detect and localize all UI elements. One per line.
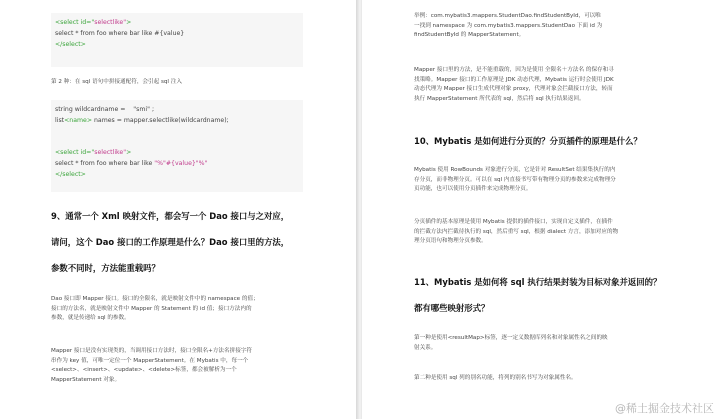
code-line: list	[55, 116, 65, 124]
code-tag: <select id="	[55, 19, 95, 26]
q9-heading-line1: 9、通常一个 Xml 映射文件，都会写一个 Dao 接口与之对应，	[51, 211, 290, 221]
code-line: select * from foo where bar like #{value}	[55, 29, 185, 37]
code-line: ;	[151, 106, 155, 113]
paragraph	[51, 295, 259, 324]
paragraph-line: 第二种是使用 sql 列的别名功能，将列的别名书写为对象属性名。	[414, 375, 577, 381]
paragraph	[414, 166, 616, 195]
watermark: @稀土掘金技术社区	[615, 402, 714, 415]
paragraph-line: 分页插件的基本原理是使用 Mybatis 提供的插件接口，实现自定义插件，在插件	[414, 219, 613, 225]
q11-heading-line2: 都有哪些映射形式？	[414, 303, 490, 313]
q11-heading-line1: 11、Mybatis 是如何将 sql 执行结果封装为目标对象并返回的？	[414, 277, 662, 287]
paragraph-line: 串作为 key 值，可唯一定位一个 MapperStatement。在 Mybatis 中，每一个	[51, 357, 249, 364]
code-tag: </select>	[55, 170, 86, 178]
code-block-1	[51, 13, 303, 67]
paragraph-line: Mapper 接口里的方法，是不能重载的，因为是使用 全限名＋方法名 的保存和寻	[414, 67, 614, 73]
paragraph-line: 动态代理为 Mapper 接口生成代理对象 proxy，代理对象会拦截接口方法，转而	[414, 86, 613, 93]
paragraph-line: 第一种是使用<resultMap>标签，逐一定义数据库列名和对象属性名之间的映	[414, 335, 608, 341]
paragraph-line: 找策略。Mapper 接口的工作原理是 JDK 动态代理，Mybatis 运行时会使用 JDK	[414, 76, 614, 83]
code-tag: </select>	[55, 40, 86, 48]
q9-heading-line3: 参数不同时，方法能重载吗？	[51, 263, 160, 273]
paragraph-line: 存分页，而非物理分页。可以在 sql 内直接书写带有物理分页的参数来完成物理分	[414, 176, 616, 183]
paragraph	[414, 374, 577, 384]
paragraph-line: 的拦截方法内拦截待执行的 sql，然后重写 sql，根据 dialect 方言，添加对应的物	[414, 228, 619, 235]
paragraph-line: findStudentById 的 MapperStatement。	[414, 32, 525, 39]
code-string: "%"#{value}"%"	[154, 159, 208, 167]
paragraph-line: 射关系。	[414, 344, 437, 351]
q10-heading: 10、Mybatis 是如何进行分页的？分页插件的原理是什么？	[414, 136, 642, 146]
code-line: select * from foo where bar like	[55, 159, 155, 167]
method-2-text: 第 2 种：在 sql 语句中拼接通配符，会引起 sql 注入	[51, 79, 182, 85]
code-tag: >	[126, 19, 132, 26]
left-page	[0, 0, 358, 419]
paragraph	[51, 347, 252, 385]
paragraph-line: 举例：com.mybatis3.mappers.StudentDao.findStudentById，可以唯	[414, 13, 601, 19]
paragraph-line: Mapper 接口是没有实现类的，当调用接口方法时，接口全限名+方法名拼接字符	[51, 348, 252, 354]
paragraph-line: Mybatis 使用 RowBounds 对象进行分页，它是针对 ResultSet 结果集执行的内	[414, 167, 616, 173]
paragraph	[414, 334, 608, 353]
paragraph-line: 执行 MapperStatement 所代表的 sql，然后将 sql 执行结果返回。	[414, 95, 585, 102]
q9-heading-line2: 请问，这个 Dao 接口的工作原理是什么？Dao 接口里的方法，	[51, 237, 290, 247]
paragraph	[414, 218, 618, 247]
code-string: selectlike"	[94, 149, 127, 157]
paragraph-line: 一找到 namespace 为 com.mybatis3.mappers.StudentDao 下面 id 为	[414, 22, 603, 29]
code-string: selectlike"	[94, 19, 127, 26]
paragraph-line: 参数，就是传递给 sql 的参数。	[51, 315, 130, 322]
paragraph-line: MapperStatement 对象。	[51, 376, 121, 383]
code-tag: <select id="	[55, 149, 95, 157]
right-page	[362, 0, 720, 419]
code-tag: >	[126, 149, 132, 157]
paragraph	[414, 12, 602, 41]
code-line: names = mapper.selectlike(wildcardname);	[92, 116, 229, 124]
code-string: "smi"	[133, 106, 150, 113]
code-tag: <name>	[64, 116, 93, 124]
paragraph-line: 接口的方法名，就是映射文件中 Mapper 的 Statement 的 id 值；接口方法内的	[51, 305, 252, 312]
paragraph-line: 页功能，也可以使用分页插件来完成物理分页。	[414, 186, 532, 193]
code-line: string wildcardname =	[55, 106, 126, 113]
paragraph	[414, 66, 614, 104]
paragraph-line: <select>、<insert>、<update>、<delete>标签，都会被解析为一个	[51, 367, 237, 374]
paragraph-line: Dao 接口即 Mapper 接口。接口的全限名，就是映射文件中的 namespace 的值；	[51, 296, 259, 302]
code-block-2	[51, 100, 303, 192]
paragraph-line: 理分页语句和物理分页参数。	[414, 238, 487, 245]
